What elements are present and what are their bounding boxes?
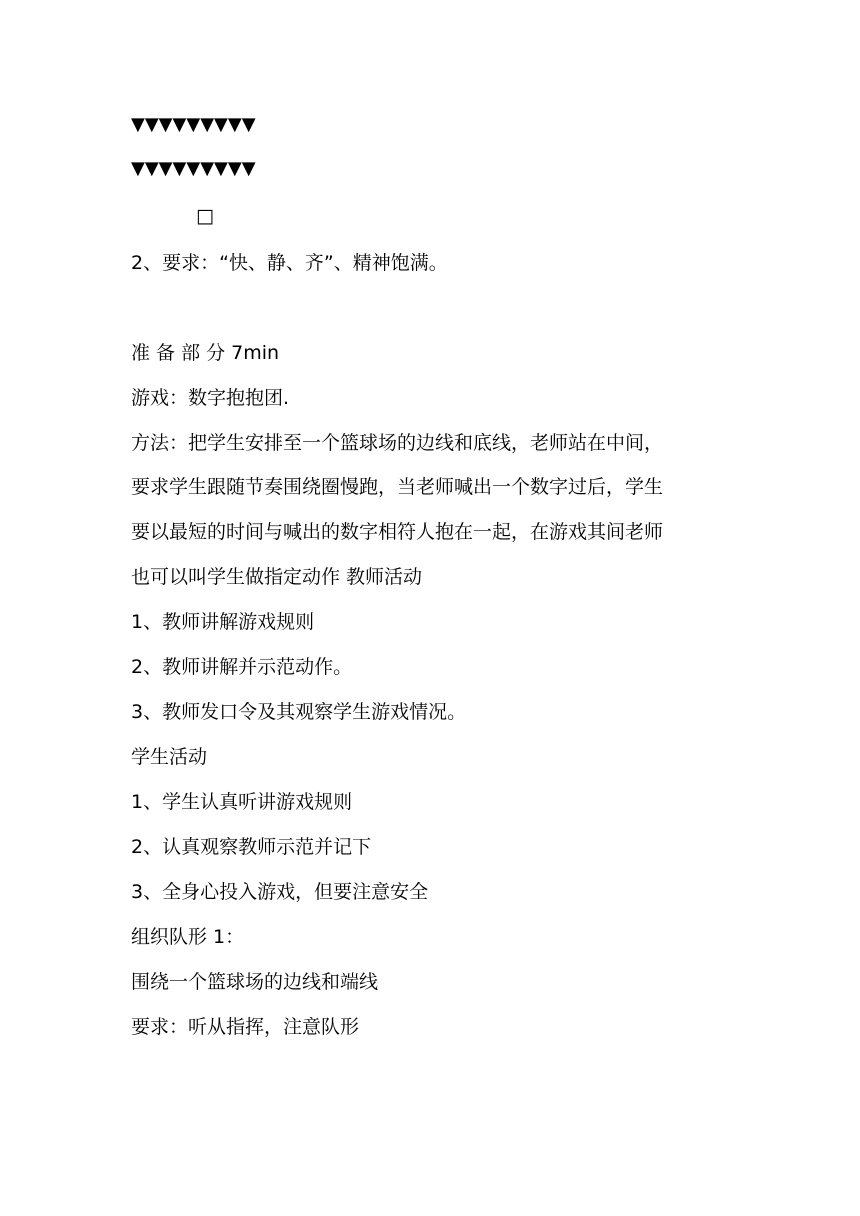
- student-formation-row-1: ▼▼▼▼▼▼▼▼▼: [131, 114, 256, 135]
- student-activity-3: 3、全身心投入游戏，但要注意安全: [131, 881, 429, 903]
- organization-title: 组织队形 1：: [131, 926, 245, 948]
- student-activity-1: 1、学生认真听讲游戏规则: [131, 791, 353, 813]
- teacher-activity-1: 1、教师讲解游戏规则: [131, 611, 315, 633]
- student-formation-row-2: ▼▼▼▼▼▼▼▼▼: [131, 158, 256, 179]
- method-line-1: 方法：把学生安排至一个篮球场的边线和底线，老师站在中间，: [131, 432, 664, 454]
- organization-description: 围绕一个篮球场的边线和端线: [131, 971, 379, 993]
- organization-requirement: 要求：听从指挥，注意队形: [131, 1016, 360, 1038]
- method-line-2: 要求学生跟随节奏围绕圈慢跑，当老师喊出一个数字过后，学生: [131, 476, 664, 498]
- student-activity-2: 2、认真观察教师示范并记下: [131, 836, 372, 858]
- teacher-activity-2: 2、教师讲解并示范动作。: [131, 656, 353, 678]
- teacher-activity-3: 3、教师发口令及其观察学生游戏情况。: [131, 701, 467, 723]
- teacher-position-marker: □: [196, 205, 214, 227]
- method-line-4: 也可以叫学生做指定动作 教师活动: [131, 566, 423, 588]
- method-line-3: 要以最短的时间与喊出的数字相符人抱在一起，在游戏其间老师: [131, 521, 664, 543]
- game-name-line: 游戏：数字抱抱团.: [131, 387, 290, 409]
- student-activity-title: 学生活动: [131, 746, 208, 768]
- prep-section-title: 准 备 部 分 7min: [131, 342, 280, 364]
- requirement-line: 2、要求：“快、静、齐”、精神饱满。: [131, 252, 448, 274]
